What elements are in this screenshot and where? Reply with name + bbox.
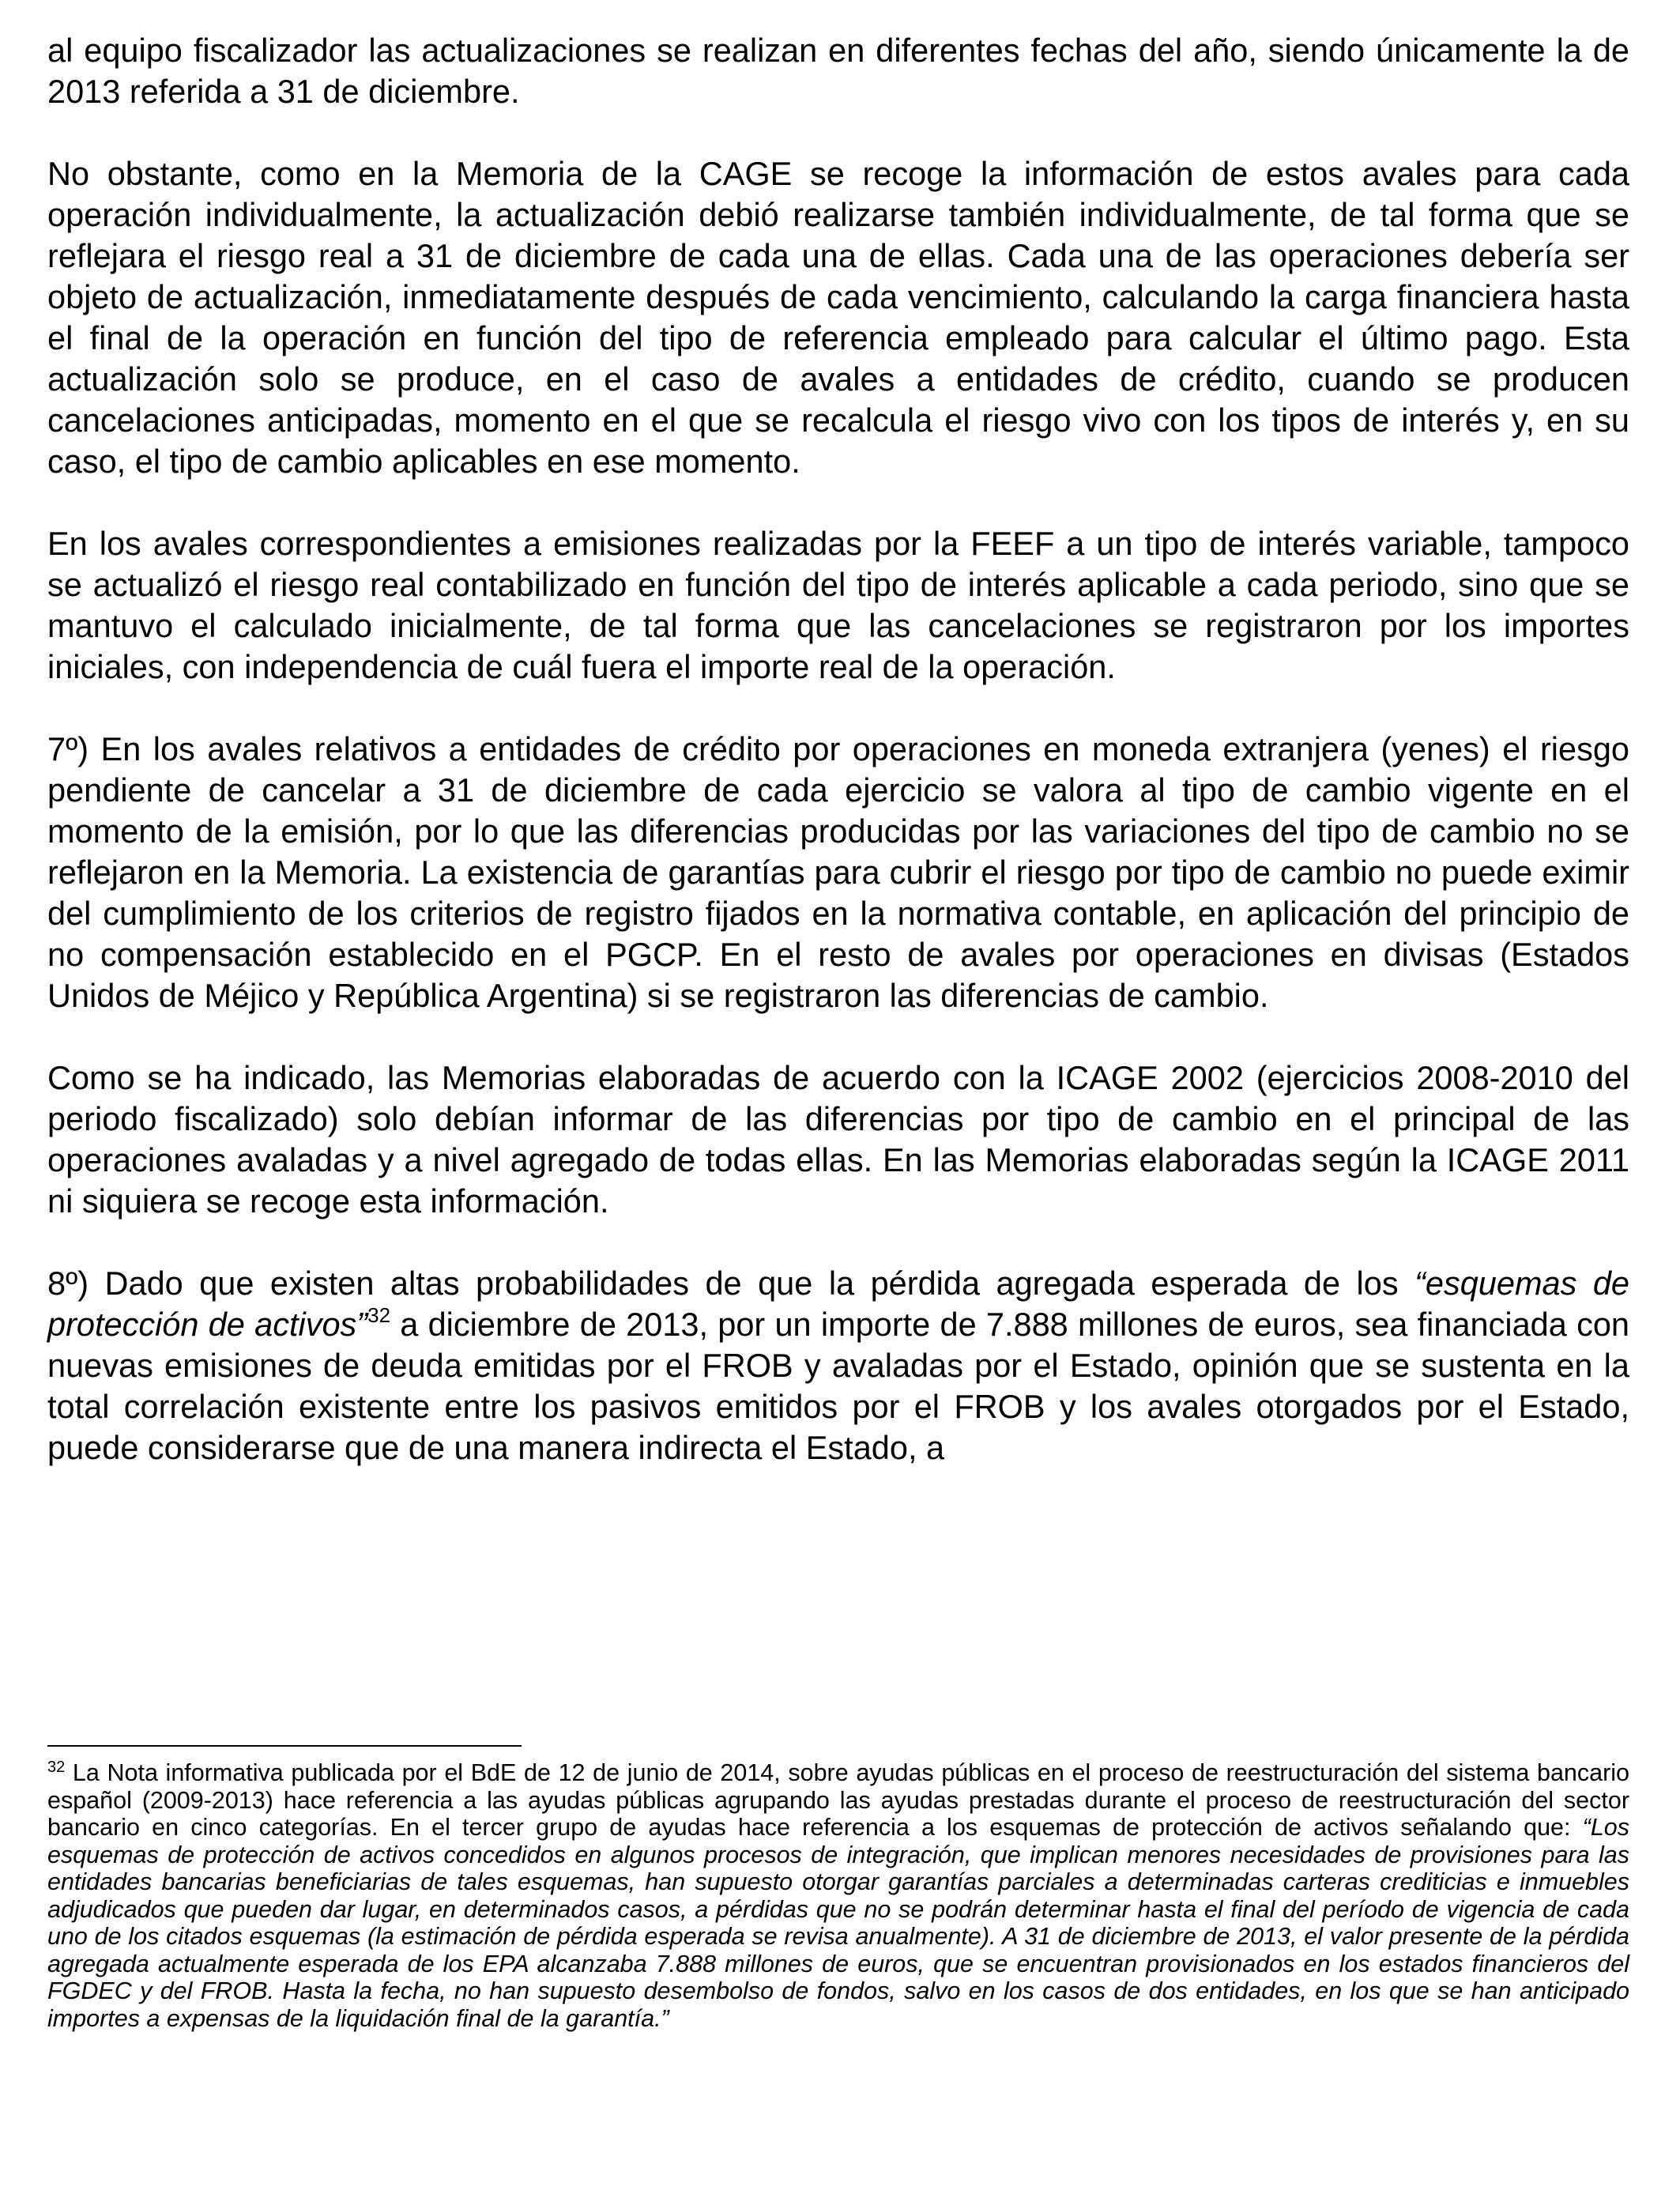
paragraph-2: No obstante, como en la Memoria de la CAGE se recoge la información de estos avales para cada operación individualmente, la actualización debió realizarse también individualmente, de tal forma que se reflejara el riesgo real a 31 de diciembre de cada una de ellas. Cada una de las operaciones debería ser objeto de actualización, inmediatamente después de cada vencimiento, calculando la carga financiera hasta el final de la operación en función del tipo de referencia empleado para calcular el último pago. Esta actualización solo se produce, en el caso de avales a entidades de crédito, cuando se producen cancelaciones anticipadas, momento en el que se recalcula el riesgo vivo con los tipos de interés y, en su caso, el tipo de cambio aplicables en ese momento. [47, 155, 1629, 480]
footnote-text: La Nota informativa publicada por el BdE de 12 de junio de 2014, sobre ayudas públicas en el proceso de reestructuración del sistema bancario español (2009-2013) hace referencia a las ayudas públicas agrupando las ayudas prestadas durante el proceso de reestructuración del sector bancario en cinco categorías. En el tercer grupo de ayudas hace referencia a los esquemas de protección de activos señalando que: [47, 1759, 1629, 1841]
footnote-number: 32 [47, 1758, 66, 1776]
paragraph-3: En los avales correspondientes a emisiones realizadas por la FEEF a un tipo de interés variable, tampoco se actualizó el riesgo real contabilizado en función del tipo de interés aplicable a cada periodo, sino que se mantuvo el calculado inicialmente, de tal forma que las cancelaciones se registraron por los importes iniciales, con independencia de cuál fuera el importe real de la operación. [47, 525, 1629, 685]
paragraph-6 [47, 1263, 1629, 1468]
document-body [47, 30, 1629, 1468]
paragraph-6-start: 8º) Dado que existen altas probabilidades de que la pérdida agregada esperada de los [47, 1265, 1415, 1302]
paragraph-6-italic-term: “esquemas de protección de activos” [47, 1265, 1630, 1343]
footnote-32 [47, 1759, 1629, 2032]
paragraph-6-end: a diciembre de 2013, por un importe de 7.888 millones de euros, sea financiada con nuevas emisiones de deuda emitidas por el FROB y avaladas por el Estado, opinión que se sustenta en la total correlación existente entre los pasivos emitidos por el FROB y los avales otorgados por el Estado, puede considerarse que de una manera indirecta el Estado, a [47, 1306, 1629, 1466]
footnote-divider [47, 1745, 522, 1747]
footnote-quote: “Los esquemas de protección de activos concedidos en algunos procesos de integración, que implican menores necesidades de provisiones para las entidades bancarias beneficiarias de tales esquemas, han supuesto otorgar garantías parciales a determinadas carteras crediticias e inmuebles adjudicados que pueden dar lugar, en determinados casos, a pérdidas que no se podrán determinar hasta el final del período de vigencia de cada uno de los citados esquemas (la estimación de pérdida esperada se revisa anualmente). A 31 de diciembre de 2013, el valor presente de la pérdida agregada actualmente esperada de los EPA alcanzaba 7.888 millones de euros, que se encuentran provisionados en los estados financieros del FGDEC y del FROB. Hasta la fecha, no han supuesto desembolso de fondos, salvo en los casos de dos entidades, en los que se han anticipado importes a expensas de la liquidación final de la garantía.” [47, 1814, 1629, 2032]
paragraph-4: 7º) En los avales relativos a entidades de crédito por operaciones en moneda extranjera (yenes) el riesgo pendiente de cancelar a 31 de diciembre de cada ejercicio se valora al tipo de cambio vigente en el momento de la emisión, por lo que las diferencias producidas por las variaciones del tipo de cambio no se reflejaron en la Memoria. La existencia de garantías para cubrir el riesgo por tipo de cambio no puede eximir del cumplimiento de los criterios de registro fijados en la normativa contable, en aplicación del principio de no compensación establecido en el PGCP. En el resto de avales por operaciones en divisas (Estados Unidos de Méjico y República Argentina) si se registraron las diferencias de cambio. [47, 730, 1629, 1014]
paragraph-5: Como se ha indicado, las Memorias elaboradas de acuerdo con la ICAGE 2002 (ejercicios 2008-2010 del periodo fiscalizado) solo debían informar de las diferencias por tipo de cambio en el principal de las operaciones avaladas y a nivel agregado de todas ellas. En las Memorias elaboradas según la ICAGE 2011 ni siquiera se recoge esta información. [47, 1059, 1629, 1220]
footnote-reference[interactable]: 32 [367, 1303, 391, 1328]
paragraph-1: al equipo fiscalizador las actualizaciones se realizan en diferentes fechas del año, siendo únicamente la de 2013 referida a 31 de diciembre. [47, 32, 1629, 110]
